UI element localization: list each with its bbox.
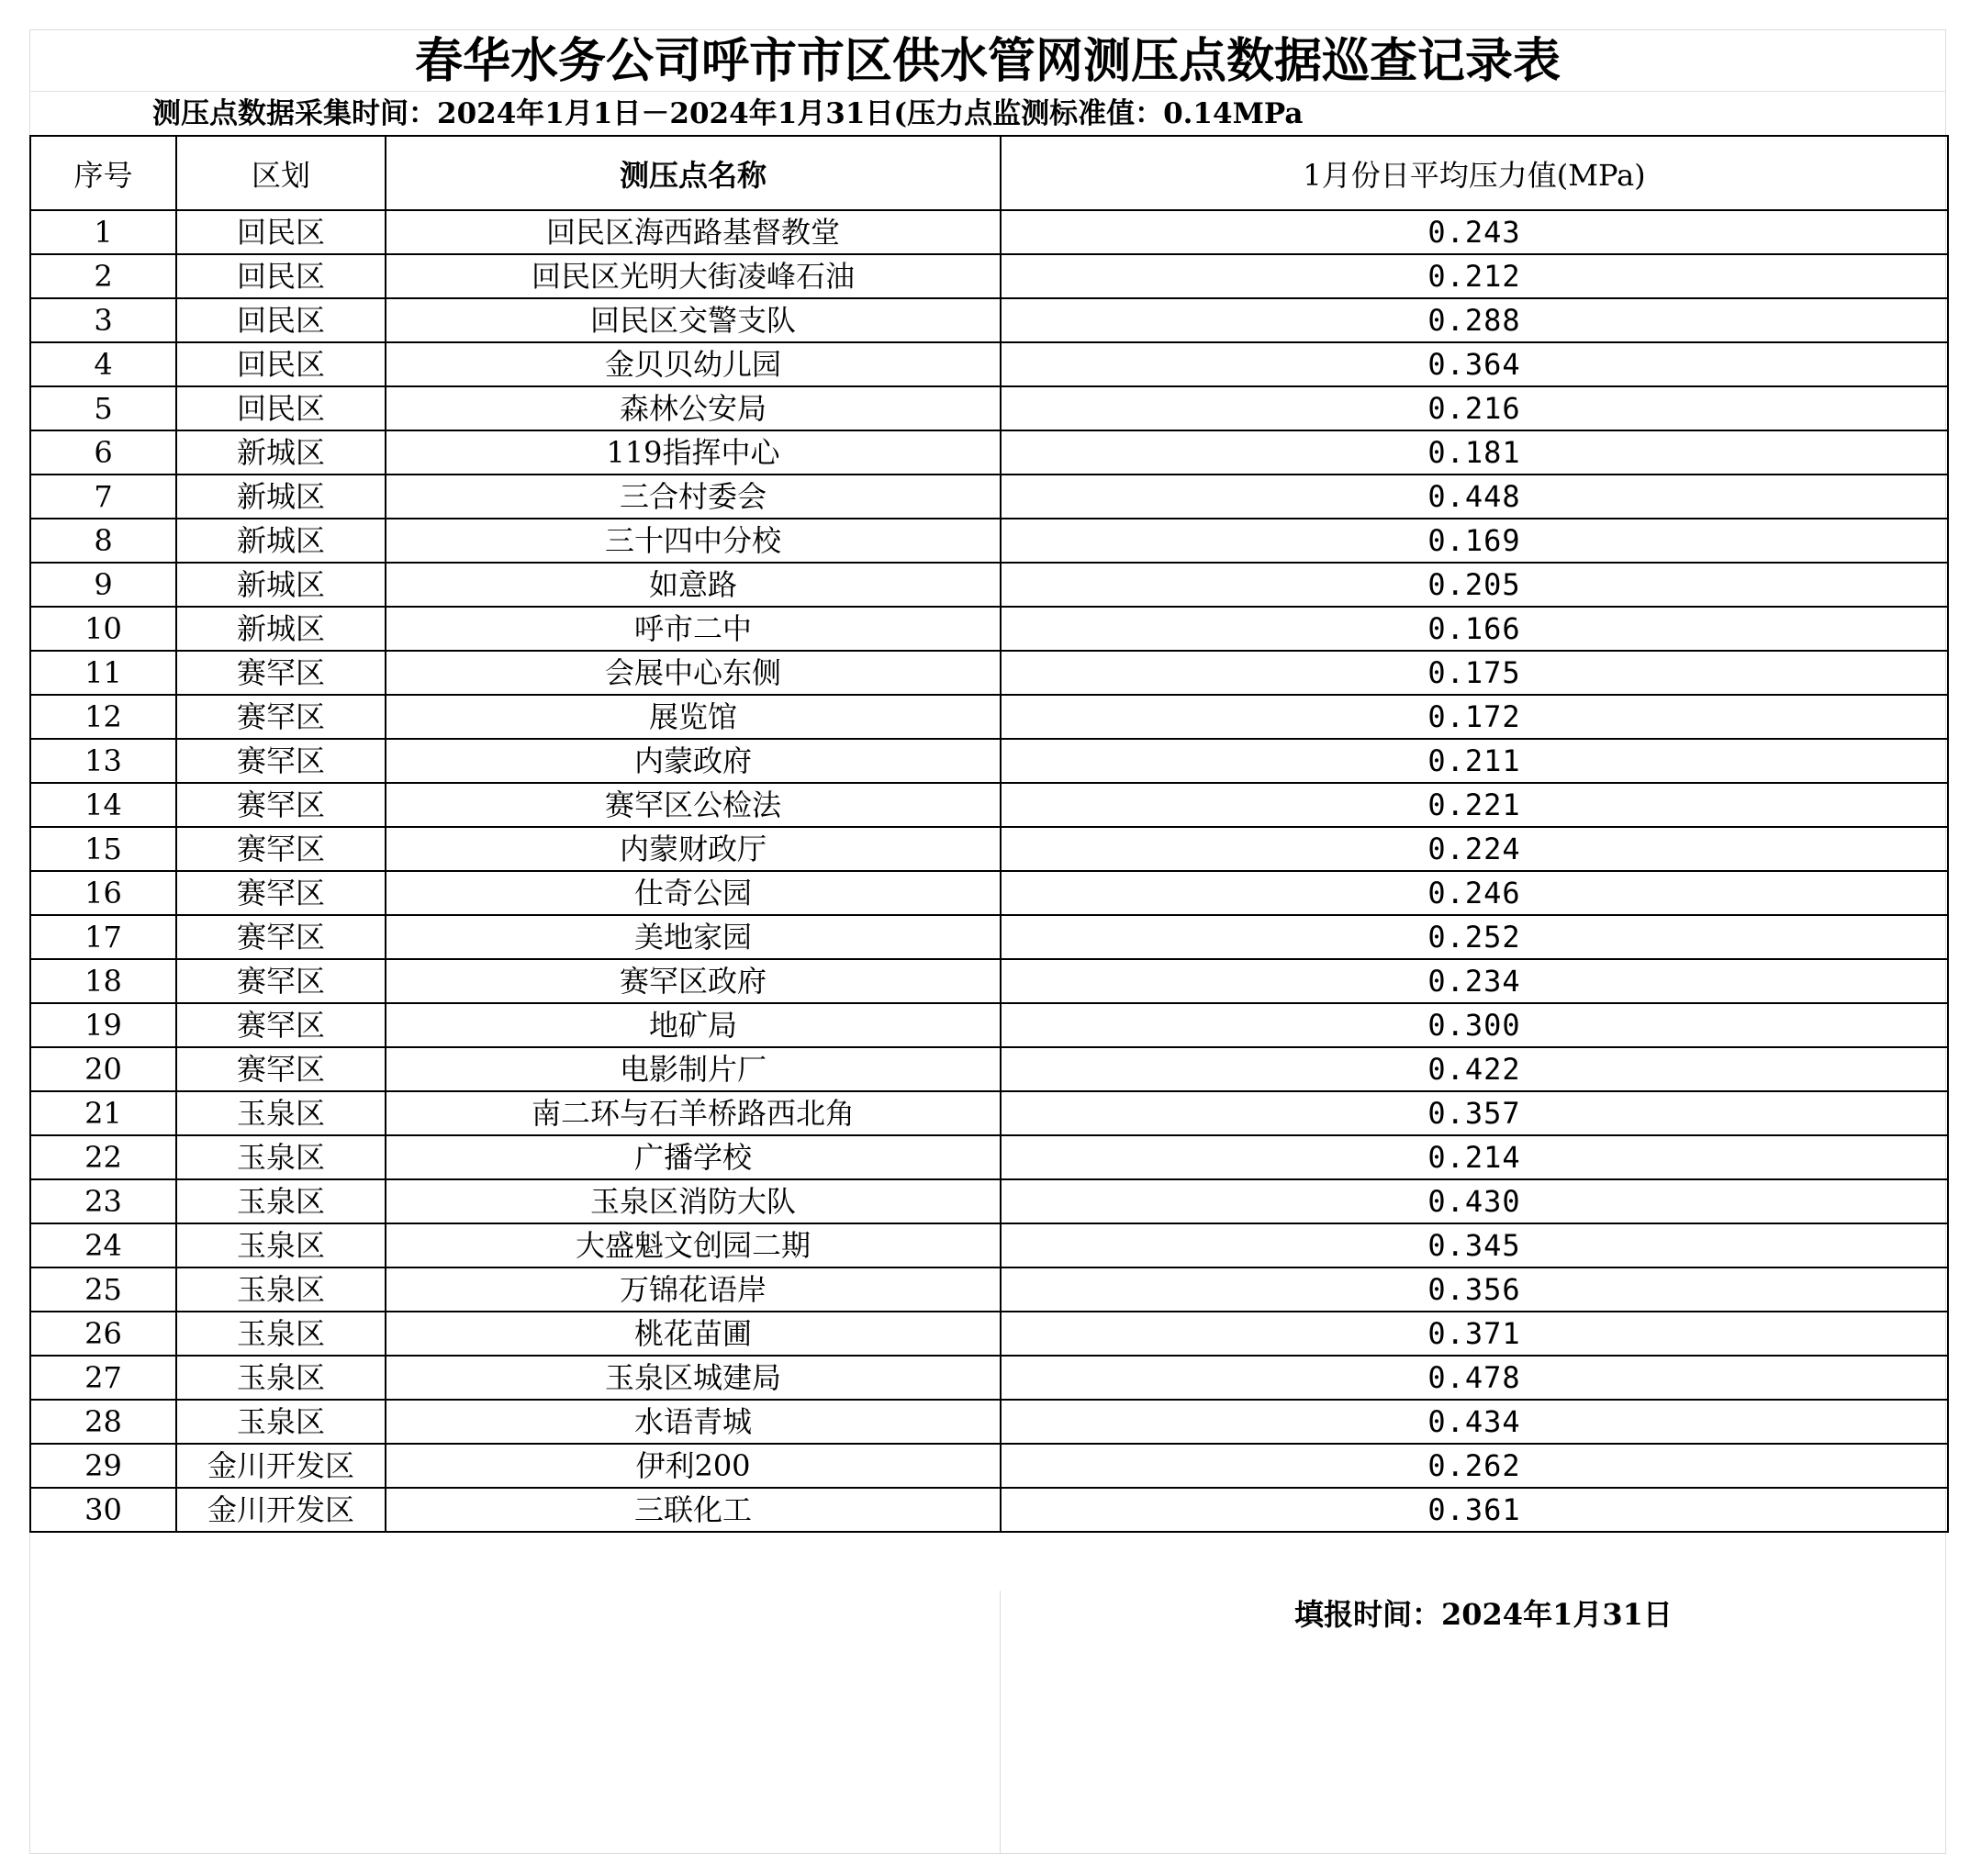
table-row xyxy=(30,430,1948,475)
cell-index: 26 xyxy=(30,1312,176,1356)
cell-avg-pressure: 0.216 xyxy=(1001,386,1948,430)
cell-index: 8 xyxy=(30,519,176,563)
cell-avg-pressure: 0.175 xyxy=(1001,651,1948,695)
cell-index: 25 xyxy=(30,1267,176,1312)
cell-avg-pressure: 0.345 xyxy=(1001,1223,1948,1267)
table-row xyxy=(30,1356,1948,1400)
cell-index: 24 xyxy=(30,1223,176,1267)
cell-point-name: 回民区光明大街凌峰石油 xyxy=(386,254,1001,298)
cell-point-name: 金贝贝幼儿园 xyxy=(386,342,1001,386)
footer-column-divider xyxy=(1000,1591,1001,1854)
cell-district: 回民区 xyxy=(176,386,386,430)
table-row xyxy=(30,1312,1948,1356)
cell-index: 1 xyxy=(30,210,176,254)
table-row xyxy=(30,1003,1948,1047)
cell-index: 17 xyxy=(30,915,176,959)
cell-point-name: 内蒙政府 xyxy=(386,739,1001,783)
cell-index: 7 xyxy=(30,475,176,519)
table-row xyxy=(30,1444,1948,1488)
cell-district: 玉泉区 xyxy=(176,1091,386,1135)
cell-index: 15 xyxy=(30,827,176,871)
cell-index: 12 xyxy=(30,695,176,739)
cell-district: 回民区 xyxy=(176,298,386,342)
cell-avg-pressure: 0.166 xyxy=(1001,607,1948,651)
cell-district: 金川开发区 xyxy=(176,1488,386,1532)
cell-point-name: 三联化工 xyxy=(386,1488,1001,1532)
cell-district: 新城区 xyxy=(176,519,386,563)
cell-district: 新城区 xyxy=(176,475,386,519)
table-row xyxy=(30,1223,1948,1267)
table-row xyxy=(30,959,1948,1003)
header-index: 序号 xyxy=(30,136,176,210)
cell-point-name: 水语青城 xyxy=(386,1400,1001,1444)
table-row xyxy=(30,915,1948,959)
cell-index: 3 xyxy=(30,298,176,342)
cell-point-name: 三合村委会 xyxy=(386,475,1001,519)
cell-avg-pressure: 0.478 xyxy=(1001,1356,1948,1400)
cell-point-name: 玉泉区城建局 xyxy=(386,1356,1001,1400)
cell-index: 10 xyxy=(30,607,176,651)
cell-point-name: 如意路 xyxy=(386,563,1001,607)
table-row xyxy=(30,695,1948,739)
table-row xyxy=(30,298,1948,342)
cell-avg-pressure: 0.371 xyxy=(1001,1312,1948,1356)
table-row xyxy=(30,1047,1948,1091)
table-row xyxy=(30,1091,1948,1135)
fill-time-label: 填报时间：2024年1月31日 xyxy=(1294,1597,1673,1632)
cell-point-name: 南二环与石羊桥路西北角 xyxy=(386,1091,1001,1135)
table-row xyxy=(30,342,1948,386)
cell-district: 新城区 xyxy=(176,430,386,475)
cell-district: 回民区 xyxy=(176,254,386,298)
cell-district: 赛罕区 xyxy=(176,783,386,827)
cell-avg-pressure: 0.262 xyxy=(1001,1444,1948,1488)
cell-avg-pressure: 0.172 xyxy=(1001,695,1948,739)
cell-point-name: 119指挥中心 xyxy=(386,430,1001,475)
cell-index: 4 xyxy=(30,342,176,386)
cell-district: 赛罕区 xyxy=(176,827,386,871)
cell-avg-pressure: 0.434 xyxy=(1001,1400,1948,1444)
table-row xyxy=(30,783,1948,827)
header-district: 区划 xyxy=(176,136,386,210)
table-row xyxy=(30,1488,1948,1532)
table-row xyxy=(30,1179,1948,1223)
cell-index: 21 xyxy=(30,1091,176,1135)
table-body xyxy=(30,210,1948,1532)
cell-avg-pressure: 0.357 xyxy=(1001,1091,1948,1135)
table-row xyxy=(30,1400,1948,1444)
table-row xyxy=(30,210,1948,254)
header-point-name: 测压点名称 xyxy=(386,136,1001,210)
table-row xyxy=(30,827,1948,871)
page-title: 春华水务公司呼市市区供水管网测压点数据巡查记录表 xyxy=(29,31,1946,92)
cell-avg-pressure: 0.430 xyxy=(1001,1179,1948,1223)
cell-point-name: 展览馆 xyxy=(386,695,1001,739)
table-row xyxy=(30,1267,1948,1312)
cell-index: 6 xyxy=(30,430,176,475)
cell-point-name: 玉泉区消防大队 xyxy=(386,1179,1001,1223)
cell-index: 18 xyxy=(30,959,176,1003)
cell-point-name: 回民区海西路基督教堂 xyxy=(386,210,1001,254)
cell-district: 玉泉区 xyxy=(176,1135,386,1179)
cell-index: 28 xyxy=(30,1400,176,1444)
cell-avg-pressure: 0.300 xyxy=(1001,1003,1948,1047)
cell-district: 玉泉区 xyxy=(176,1179,386,1223)
cell-index: 5 xyxy=(30,386,176,430)
cell-point-name: 地矿局 xyxy=(386,1003,1001,1047)
cell-point-name: 赛罕区公检法 xyxy=(386,783,1001,827)
cell-index: 11 xyxy=(30,651,176,695)
cell-index: 9 xyxy=(30,563,176,607)
cell-district: 回民区 xyxy=(176,342,386,386)
cell-avg-pressure: 0.448 xyxy=(1001,475,1948,519)
cell-avg-pressure: 0.234 xyxy=(1001,959,1948,1003)
cell-district: 赛罕区 xyxy=(176,695,386,739)
cell-district: 赛罕区 xyxy=(176,915,386,959)
cell-point-name: 广播学校 xyxy=(386,1135,1001,1179)
cell-avg-pressure: 0.243 xyxy=(1001,210,1948,254)
table-header-row xyxy=(30,136,1948,210)
cell-district: 玉泉区 xyxy=(176,1356,386,1400)
cell-index: 13 xyxy=(30,739,176,783)
cell-point-name: 赛罕区政府 xyxy=(386,959,1001,1003)
table-row xyxy=(30,739,1948,783)
cell-district: 赛罕区 xyxy=(176,871,386,915)
cell-district: 玉泉区 xyxy=(176,1400,386,1444)
cell-avg-pressure: 0.221 xyxy=(1001,783,1948,827)
cell-district: 赛罕区 xyxy=(176,959,386,1003)
cell-avg-pressure: 0.364 xyxy=(1001,342,1948,386)
cell-district: 回民区 xyxy=(176,210,386,254)
cell-index: 27 xyxy=(30,1356,176,1400)
cell-avg-pressure: 0.181 xyxy=(1001,430,1948,475)
cell-avg-pressure: 0.422 xyxy=(1001,1047,1948,1091)
cell-district: 赛罕区 xyxy=(176,651,386,695)
cell-avg-pressure: 0.361 xyxy=(1001,1488,1948,1532)
cell-index: 2 xyxy=(30,254,176,298)
cell-point-name: 大盛魁文创园二期 xyxy=(386,1223,1001,1267)
table-row xyxy=(30,563,1948,607)
cell-avg-pressure: 0.205 xyxy=(1001,563,1948,607)
cell-index: 23 xyxy=(30,1179,176,1223)
table-row xyxy=(30,519,1948,563)
cell-index: 29 xyxy=(30,1444,176,1488)
cell-point-name: 内蒙财政厅 xyxy=(386,827,1001,871)
cell-district: 金川开发区 xyxy=(176,1444,386,1488)
cell-district: 赛罕区 xyxy=(176,739,386,783)
cell-index: 30 xyxy=(30,1488,176,1532)
cell-index: 19 xyxy=(30,1003,176,1047)
cell-district: 玉泉区 xyxy=(176,1267,386,1312)
pressure-data-table xyxy=(29,135,1949,1533)
cell-district: 新城区 xyxy=(176,607,386,651)
cell-avg-pressure: 0.224 xyxy=(1001,827,1948,871)
cell-point-name: 电影制片厂 xyxy=(386,1047,1001,1091)
cell-avg-pressure: 0.246 xyxy=(1001,871,1948,915)
cell-point-name: 会展中心东侧 xyxy=(386,651,1001,695)
cell-point-name: 美地家园 xyxy=(386,915,1001,959)
table-row xyxy=(30,651,1948,695)
table-row xyxy=(30,254,1948,298)
cell-avg-pressure: 0.212 xyxy=(1001,254,1948,298)
cell-district: 玉泉区 xyxy=(176,1223,386,1267)
cell-district: 新城区 xyxy=(176,563,386,607)
cell-district: 赛罕区 xyxy=(176,1047,386,1091)
cell-district: 赛罕区 xyxy=(176,1003,386,1047)
cell-avg-pressure: 0.356 xyxy=(1001,1267,1948,1312)
cell-index: 16 xyxy=(30,871,176,915)
collection-period-subtitle: 测压点数据采集时间：2024年1月1日－2024年1月31日(压力点监测标准值：0.14MPa xyxy=(152,97,1304,130)
cell-index: 22 xyxy=(30,1135,176,1179)
cell-avg-pressure: 0.214 xyxy=(1001,1135,1948,1179)
table-row xyxy=(30,475,1948,519)
cell-avg-pressure: 0.252 xyxy=(1001,915,1948,959)
table-row xyxy=(30,1135,1948,1179)
table-row xyxy=(30,871,1948,915)
cell-point-name: 呼市二中 xyxy=(386,607,1001,651)
table-row xyxy=(30,607,1948,651)
cell-point-name: 三十四中分校 xyxy=(386,519,1001,563)
table-row xyxy=(30,386,1948,430)
cell-point-name: 桃花苗圃 xyxy=(386,1312,1001,1356)
cell-index: 14 xyxy=(30,783,176,827)
cell-avg-pressure: 0.211 xyxy=(1001,739,1948,783)
cell-avg-pressure: 0.288 xyxy=(1001,298,1948,342)
cell-point-name: 伊利200 xyxy=(386,1444,1001,1488)
cell-avg-pressure: 0.169 xyxy=(1001,519,1948,563)
cell-point-name: 回民区交警支队 xyxy=(386,298,1001,342)
cell-index: 20 xyxy=(30,1047,176,1091)
cell-point-name: 万锦花语岸 xyxy=(386,1267,1001,1312)
cell-point-name: 森林公安局 xyxy=(386,386,1001,430)
header-avg-pressure: 1月份日平均压力值(MPa) xyxy=(1001,136,1948,210)
cell-point-name: 仕奇公园 xyxy=(386,871,1001,915)
cell-district: 玉泉区 xyxy=(176,1312,386,1356)
